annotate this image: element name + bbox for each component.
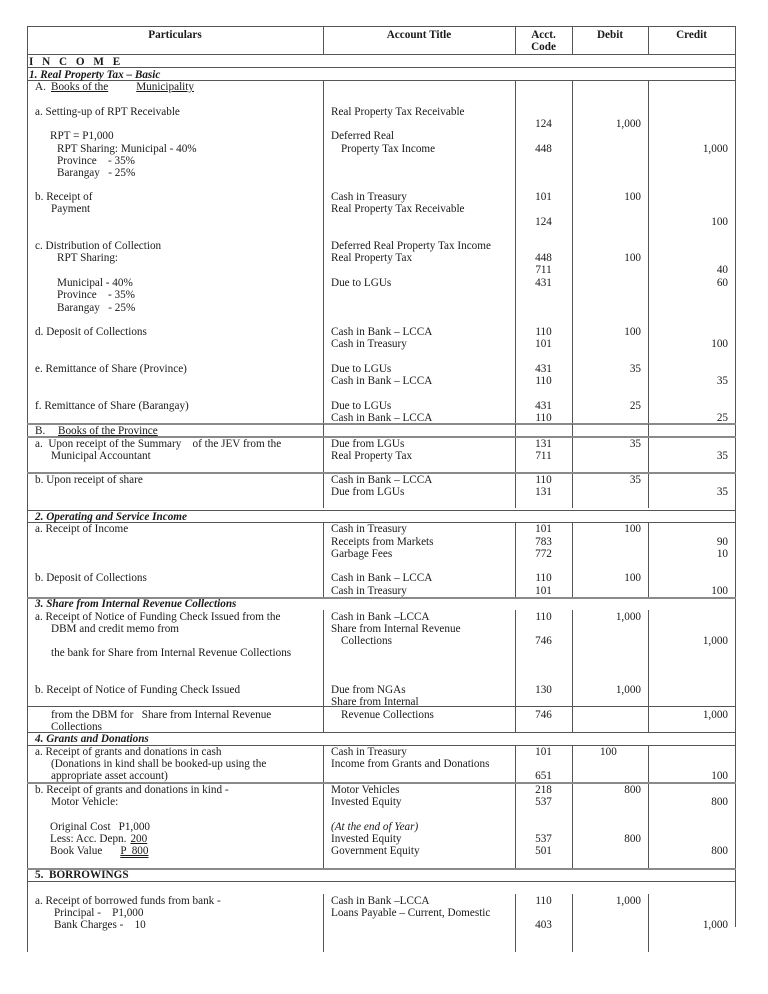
acct-code: 110 — [535, 375, 552, 387]
account-title: Share from Internal Revenue — [331, 623, 461, 635]
account-title: Invested Equity — [331, 833, 402, 845]
entry-desc: f. Remittance of Share (Barangay) — [35, 400, 189, 412]
entry-note: RPT = P1,000 — [50, 130, 114, 142]
account-title: Cash in Bank – LCCA — [331, 412, 433, 424]
account-title: Due from NGAs — [331, 684, 406, 696]
entry-desc: b. Upon receipt of share — [35, 474, 143, 486]
credit-amount: 1,000 — [702, 143, 728, 155]
account-title: Receipts from Markets — [331, 536, 434, 548]
debit-amount: 800 — [624, 833, 641, 845]
acct-code: 110 — [535, 572, 552, 584]
acct-code: 130 — [535, 684, 552, 696]
acct-code: 124 — [535, 216, 552, 228]
credit-amount: 40 — [716, 264, 728, 276]
subsection-a-title — [51, 81, 194, 93]
acct-code: 448 — [535, 143, 552, 155]
debit-amount: 35 — [629, 474, 641, 486]
account-note: (At the end of Year) — [331, 821, 419, 833]
account-title: Due from LGUs — [331, 486, 405, 498]
acc-depn-value: 200 — [130, 833, 148, 845]
credit-amount: 100 — [711, 338, 728, 350]
entry-desc: Payment — [51, 203, 91, 215]
acct-code: 101 — [535, 338, 552, 350]
entry-desc: c. Distribution of Collection — [35, 240, 162, 252]
account-title: Deferred Real Property Tax Income — [331, 240, 491, 252]
col-divider — [572, 745, 573, 869]
section-5-title: 5. BORROWINGS — [35, 869, 129, 881]
acct-code: 403 — [535, 919, 552, 931]
acct-code: 101 — [535, 523, 552, 535]
acct-code: 711 — [535, 450, 552, 462]
col-divider — [515, 660, 516, 732]
credit-amount: 35 — [716, 375, 728, 387]
debit-amount: 100 — [624, 523, 641, 535]
entry-note: RPT Sharing: Municipal - 40% — [57, 143, 197, 155]
debit-amount: 1,000 — [615, 684, 641, 696]
depreciation-note — [50, 833, 147, 845]
entry-note: Province - 35% — [57, 289, 135, 301]
debit-amount: 1,000 — [615, 895, 641, 907]
credit-amount: 100 — [711, 585, 728, 597]
entry-desc: b. Deposit of Collections — [35, 572, 147, 584]
credit-amount: 100 — [711, 216, 728, 228]
acct-code: 537 — [535, 833, 552, 845]
acct-code: 537 — [535, 796, 552, 808]
entry-desc: Collections — [51, 721, 102, 733]
acct-code: 110 — [535, 412, 552, 424]
acct-code: 110 — [535, 611, 552, 623]
acct-code: 772 — [535, 548, 552, 560]
book-value-label: Book Value — [50, 845, 103, 857]
credit-amount: 10 — [716, 548, 728, 560]
credit-amount: 1,000 — [702, 709, 728, 721]
acct-code: 101 — [535, 585, 552, 597]
credit-amount: 800 — [711, 796, 728, 808]
acct-code: 448 — [535, 252, 552, 264]
account-title: Cash in Treasury — [331, 746, 407, 758]
entry-desc: a. Receipt of Income — [35, 523, 129, 535]
section-2-title: 2. Operating and Service Income — [35, 511, 187, 523]
account-title: Real Property Tax Receivable — [331, 203, 465, 215]
entry-desc: Municipal Accountant — [51, 450, 151, 462]
original-cost-value: P1,000 — [118, 821, 151, 833]
account-title: Income from Grants and Donations — [331, 758, 490, 770]
credit-amount: 35 — [716, 450, 728, 462]
acct-code: 783 — [535, 536, 552, 548]
debit-amount: 25 — [629, 400, 641, 412]
debit-amount: 100 — [624, 572, 641, 584]
account-title: Real Property Tax — [331, 450, 413, 462]
entry-desc: d. Deposit of Collections — [35, 326, 147, 338]
credit-amount: 60 — [716, 277, 728, 289]
debit-amount: 1,000 — [615, 118, 641, 130]
entry-desc: b. Receipt of grants and donations in kind - — [35, 784, 229, 796]
acct-code: 218 — [535, 784, 552, 796]
acct-code: 501 — [535, 845, 552, 857]
account-title: Cash in Treasury — [331, 338, 407, 350]
credit-amount: 1,000 — [702, 635, 728, 647]
acct-code: 110 — [535, 474, 552, 486]
account-title: Real Property Tax — [331, 252, 413, 264]
col-divider — [648, 80, 649, 424]
col-divider — [323, 80, 324, 424]
account-title: Cash in Bank – LCCA — [331, 326, 433, 338]
header-top-border — [27, 26, 736, 27]
debit-amount: 100 — [600, 746, 617, 758]
subsection-a-label: A. — [35, 81, 46, 93]
account-title: Cash in Bank –LCCA — [331, 611, 430, 623]
debit-amount: 800 — [624, 784, 641, 796]
debit-amount: 100 — [624, 252, 641, 264]
account-title: Cash in Bank – LCCA — [331, 375, 433, 387]
account-title: Garbage Fees — [331, 548, 393, 560]
entry-desc: Principal - P1,000 — [54, 907, 144, 919]
credit-amount: 1,000 — [702, 919, 728, 931]
acct-code: 131 — [535, 486, 552, 498]
header-acct-code-line2: Code — [531, 41, 556, 53]
account-title: Cash in Bank –LCCA — [331, 895, 430, 907]
entry-desc: from the DBM for Share from Internal Revenue — [51, 709, 272, 721]
entry-desc: the bank for Share from Internal Revenue Collections — [51, 647, 292, 659]
account-title: Loans Payable – Current, Domestic — [331, 907, 491, 919]
header-particulars: Particulars — [148, 29, 202, 41]
subsection-b-label: B. — [35, 425, 46, 437]
credit-amount: 35 — [716, 486, 728, 498]
account-title: Real Property Tax Receivable — [331, 106, 465, 118]
entry-desc: (Donations in kind shall be booked-up using the — [51, 758, 267, 770]
section-3-title: 3. Share from Internal Revenue Collections — [35, 598, 237, 610]
acct-code: 101 — [535, 191, 552, 203]
divider — [27, 67, 736, 68]
credit-amount: 800 — [711, 845, 728, 857]
entry-desc: a. Receipt of grants and donations in cash — [35, 746, 222, 758]
entry-desc: a. Receipt of borrowed funds from bank - — [35, 895, 221, 907]
account-title: Collections — [341, 635, 392, 647]
entry-desc: appropriate asset account) — [51, 770, 168, 782]
account-title: Government Equity — [331, 845, 420, 857]
entry-desc: e. Remittance of Share (Province) — [35, 363, 187, 375]
account-title: Revenue Collections — [341, 709, 434, 721]
acct-code: 110 — [535, 326, 552, 338]
debit-amount: 100 — [624, 326, 641, 338]
account-title: Cash in Treasury — [331, 191, 407, 203]
subsection-a-title-part1: Books of the — [51, 81, 109, 93]
col-divider — [572, 660, 573, 732]
acct-code: 431 — [535, 277, 552, 289]
account-title: Due to LGUs — [331, 363, 392, 375]
account-title: Deferred Real — [331, 130, 395, 142]
account-title: Property Tax Income — [341, 143, 436, 155]
acct-code: 746 — [535, 709, 552, 721]
table-border-right — [735, 26, 736, 927]
subsection-a-title-part2: Municipality — [136, 81, 194, 93]
header-bottom-border — [27, 54, 736, 55]
entry-desc: DBM and credit memo from — [51, 623, 180, 635]
acct-code: 124 — [535, 118, 552, 130]
entry-note: Province - 35% — [57, 155, 135, 167]
divider — [27, 881, 736, 882]
debit-amount: 35 — [629, 363, 641, 375]
header-account-title: Account Title — [386, 29, 452, 41]
entry-desc: b. Receipt of Notice of Funding Check Issued — [35, 684, 241, 696]
account-title: Cash in Bank – LCCA — [331, 572, 433, 584]
credit-amount: 25 — [716, 412, 728, 424]
account-title: Due to LGUs — [331, 277, 392, 289]
debit-amount: 100 — [624, 191, 641, 203]
account-title: Cash in Treasury — [331, 585, 407, 597]
col-divider — [323, 660, 324, 732]
entry-note: Barangay - 25% — [57, 167, 136, 179]
table-border-left — [27, 26, 28, 952]
section-1-title: 1. Real Property Tax – Basic — [29, 69, 161, 81]
account-title: Invested Equity — [331, 796, 402, 808]
credit-amount: 90 — [716, 536, 728, 548]
col-divider — [323, 894, 324, 952]
original-cost-label: Original Cost — [50, 821, 111, 833]
entry-desc: a. Upon receipt of the Summary of the JEV from the — [35, 438, 282, 450]
divider — [27, 868, 736, 870]
account-title: Cash in Bank – LCCA — [331, 474, 433, 486]
section-income-title: I N C O M E — [29, 56, 124, 68]
acct-code: 110 — [535, 895, 552, 907]
entry-desc: a. Setting-up of RPT Receivable — [35, 106, 180, 118]
header-debit: Debit — [596, 29, 624, 41]
col-divider — [648, 660, 649, 732]
account-title: Due to LGUs — [331, 400, 392, 412]
entry-note: Barangay - 25% — [57, 302, 136, 314]
header-acct-code: Acct. — [531, 29, 556, 41]
section-4-title: 4. Grants and Donations — [35, 733, 149, 745]
entry-desc: Bank Charges - 10 — [54, 919, 146, 931]
acct-code: 431 — [535, 400, 552, 412]
depreciation-note — [50, 845, 149, 857]
acct-code: 131 — [535, 438, 552, 450]
depreciation-note — [50, 821, 150, 833]
acct-code: 651 — [535, 770, 552, 782]
debit-amount: 1,000 — [615, 611, 641, 623]
acct-code: 101 — [535, 746, 552, 758]
header-credit: Credit — [676, 29, 707, 41]
account-title: Share from Internal — [331, 696, 419, 708]
credit-amount: 100 — [711, 770, 728, 782]
entry-desc: a. Receipt of Notice of Funding Check Issued from the — [35, 611, 281, 623]
book-value-value: P 800 — [120, 845, 149, 857]
entry-desc: b. Receipt of — [35, 191, 93, 203]
entry-note: Municipal - 40% — [57, 277, 133, 289]
col-divider — [323, 522, 324, 598]
acc-depn-label: Less: Acc. Depn. — [50, 833, 127, 845]
acct-code: 746 — [535, 635, 552, 647]
account-title: Motor Vehicles — [331, 784, 400, 796]
entry-desc: Motor Vehicle: — [51, 796, 119, 808]
entry-desc: RPT Sharing: — [57, 252, 119, 264]
subsection-b-title: Books of the Province — [58, 425, 158, 437]
debit-amount: 35 — [629, 438, 641, 450]
account-title: Due from LGUs — [331, 438, 405, 450]
acct-code: 711 — [535, 264, 552, 276]
col-divider — [323, 745, 324, 869]
account-title: Cash in Treasury — [331, 523, 407, 535]
acct-code: 431 — [535, 363, 552, 375]
